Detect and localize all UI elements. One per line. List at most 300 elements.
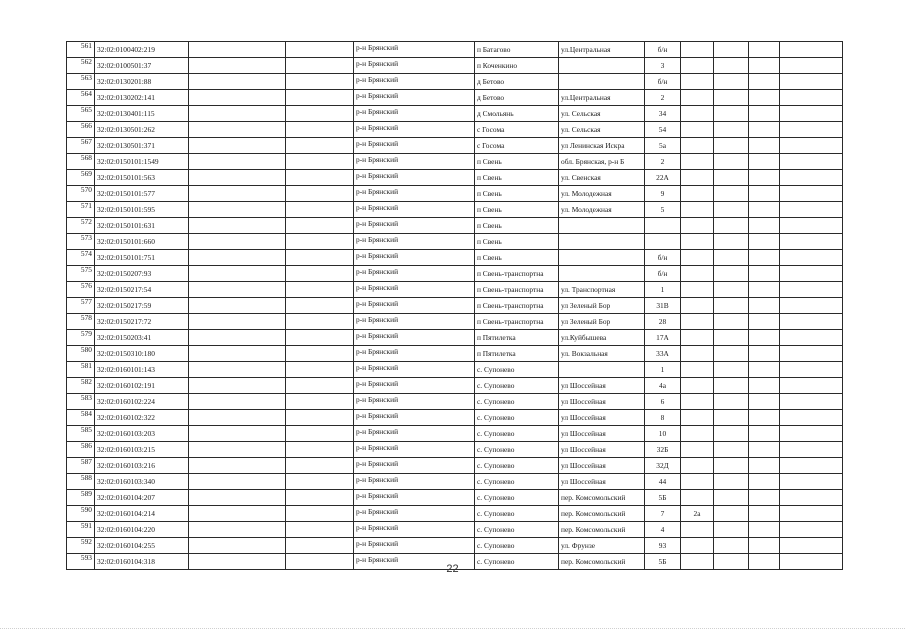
building-corp-cell <box>681 234 714 250</box>
district-cell: р-н Брянский <box>354 282 475 298</box>
empty-cell <box>189 90 286 106</box>
empty-cell <box>286 154 354 170</box>
street-cell: ул. Транспортная <box>559 282 645 298</box>
empty-cell <box>189 42 286 58</box>
row-number: 568 <box>80 153 92 162</box>
row-number-cell <box>67 378 95 394</box>
empty-cell <box>286 506 354 522</box>
empty-cell <box>714 250 749 266</box>
house-number-cell: 1 <box>645 282 681 298</box>
empty-cell <box>749 138 780 154</box>
street-cell <box>559 362 645 378</box>
cadastral-number-cell: 32:02:0150217:59 <box>95 298 189 314</box>
street-cell: ул Шоссейная <box>559 426 645 442</box>
street-cell <box>559 250 645 266</box>
empty-cell <box>286 410 354 426</box>
district-cell: р-н Брянский <box>354 234 475 250</box>
empty-cell <box>749 410 780 426</box>
cadastral-number-cell: 32:02:0100501:37 <box>95 58 189 74</box>
empty-cell <box>714 90 749 106</box>
building-corp-cell <box>681 346 714 362</box>
settlement-cell: п Свень <box>475 170 559 186</box>
table-row <box>67 58 843 74</box>
street-cell: ул.Центральная <box>559 42 645 58</box>
empty-cell <box>714 490 749 506</box>
row-number-cell <box>67 42 95 58</box>
district-cell: р-н Брянский <box>354 554 475 570</box>
row-number-cell <box>67 506 95 522</box>
table-row <box>67 282 843 298</box>
house-number-cell: 31В <box>645 298 681 314</box>
settlement-cell: с. Супонево <box>475 458 559 474</box>
district-cell: р-н Брянский <box>354 394 475 410</box>
empty-cell <box>780 218 843 234</box>
street-cell <box>559 234 645 250</box>
house-number-cell: 6 <box>645 394 681 410</box>
settlement-cell: п Свень <box>475 218 559 234</box>
empty-cell <box>714 362 749 378</box>
street-cell: ул Шоссейная <box>559 458 645 474</box>
row-number-cell <box>67 170 95 186</box>
empty-cell <box>286 234 354 250</box>
cadastral-number-cell: 32:02:0160104:255 <box>95 538 189 554</box>
empty-cell <box>780 74 843 90</box>
cadastral-number-cell: 32:02:0150310:180 <box>95 346 189 362</box>
settlement-cell: с. Супонево <box>475 522 559 538</box>
house-number-cell: б/н <box>645 74 681 90</box>
empty-cell <box>780 170 843 186</box>
street-cell: ул. Сельская <box>559 122 645 138</box>
row-number: 572 <box>80 217 92 226</box>
cadastral-number-cell: 32:02:0160101:143 <box>95 362 189 378</box>
row-number: 566 <box>80 121 92 130</box>
empty-cell <box>749 282 780 298</box>
row-number: 581 <box>80 361 92 370</box>
empty-cell <box>189 522 286 538</box>
house-number-cell: 2 <box>645 154 681 170</box>
settlement-cell: с. Супонево <box>475 506 559 522</box>
empty-cell <box>714 154 749 170</box>
empty-cell <box>749 442 780 458</box>
empty-cell <box>749 394 780 410</box>
street-cell: пер. Комсомольский <box>559 506 645 522</box>
empty-cell <box>780 202 843 218</box>
settlement-cell: с. Супонево <box>475 362 559 378</box>
row-number-cell <box>67 122 95 138</box>
empty-cell <box>780 458 843 474</box>
row-number-cell <box>67 90 95 106</box>
table-row <box>67 458 843 474</box>
cadastral-number-cell: 32:02:0160103:215 <box>95 442 189 458</box>
street-cell <box>559 218 645 234</box>
cadastral-number-cell: 32:02:0150207:93 <box>95 266 189 282</box>
building-corp-cell <box>681 330 714 346</box>
row-number: 569 <box>80 169 92 178</box>
settlement-cell: п Пятилетка <box>475 330 559 346</box>
house-number-cell: б/н <box>645 42 681 58</box>
row-number-cell <box>67 442 95 458</box>
row-number: 592 <box>80 537 92 546</box>
settlement-cell: п Свень-транспортна <box>475 282 559 298</box>
cadastral-number-cell: 32:02:0150217:72 <box>95 314 189 330</box>
empty-cell <box>780 58 843 74</box>
row-number-cell <box>67 138 95 154</box>
row-number-cell <box>67 426 95 442</box>
empty-cell <box>286 522 354 538</box>
empty-cell <box>780 442 843 458</box>
row-number-cell <box>67 186 95 202</box>
street-cell: ул Зеленый Бор <box>559 298 645 314</box>
house-number-cell: 54 <box>645 122 681 138</box>
cadastral-number-cell: 32:02:0150101:577 <box>95 186 189 202</box>
district-cell: р-н Брянский <box>354 538 475 554</box>
empty-cell <box>780 122 843 138</box>
row-number: 590 <box>80 505 92 514</box>
empty-cell <box>714 426 749 442</box>
empty-cell <box>714 378 749 394</box>
empty-cell <box>780 362 843 378</box>
row-number-cell <box>67 362 95 378</box>
empty-cell <box>749 218 780 234</box>
empty-cell <box>189 298 286 314</box>
row-number: 588 <box>80 473 92 482</box>
empty-cell <box>749 154 780 170</box>
row-number-cell <box>67 202 95 218</box>
table-row <box>67 138 843 154</box>
empty-cell <box>749 106 780 122</box>
house-number-cell: 32Д <box>645 458 681 474</box>
empty-cell <box>749 186 780 202</box>
settlement-cell: п Свень-транспортна <box>475 266 559 282</box>
row-number: 579 <box>80 329 92 338</box>
empty-cell <box>286 538 354 554</box>
empty-cell <box>749 234 780 250</box>
empty-cell <box>714 330 749 346</box>
empty-cell <box>286 458 354 474</box>
empty-cell <box>749 490 780 506</box>
cadastral-number-cell: 32:02:0130202:141 <box>95 90 189 106</box>
row-number-cell <box>67 490 95 506</box>
row-number-cell <box>67 474 95 490</box>
district-cell: р-н Брянский <box>354 122 475 138</box>
cadastral-number-cell: 32:02:0130501:262 <box>95 122 189 138</box>
row-number: 582 <box>80 377 92 386</box>
building-corp-cell <box>681 298 714 314</box>
table-row <box>67 538 843 554</box>
row-number-cell <box>67 394 95 410</box>
house-number-cell: 4а <box>645 378 681 394</box>
building-corp-cell <box>681 250 714 266</box>
house-number-cell: 5Б <box>645 490 681 506</box>
empty-cell <box>780 378 843 394</box>
cadastral-number-cell: 32:02:0160103:203 <box>95 426 189 442</box>
empty-cell <box>286 266 354 282</box>
cadastral-number-cell: 32:02:0150101:660 <box>95 234 189 250</box>
house-number-cell: 44 <box>645 474 681 490</box>
building-corp-cell <box>681 426 714 442</box>
settlement-cell: д Смольянь <box>475 106 559 122</box>
street-cell: ул. Вокзальная <box>559 346 645 362</box>
empty-cell <box>780 42 843 58</box>
empty-cell <box>780 330 843 346</box>
street-cell: ул Шоссейная <box>559 442 645 458</box>
district-cell: р-н Брянский <box>354 138 475 154</box>
empty-cell <box>189 186 286 202</box>
house-number-cell: 93 <box>645 538 681 554</box>
street-cell: ул Шоссейная <box>559 410 645 426</box>
settlement-cell: п Коченкино <box>475 58 559 74</box>
building-corp-cell <box>681 474 714 490</box>
empty-cell <box>189 266 286 282</box>
cadastral-number-cell: 32:02:0150101:1549 <box>95 154 189 170</box>
district-cell: р-н Брянский <box>354 266 475 282</box>
street-cell: ул. Свенская <box>559 170 645 186</box>
house-number-cell: 10 <box>645 426 681 442</box>
empty-cell <box>189 442 286 458</box>
cadastral-number-cell: 32:02:0160103:216 <box>95 458 189 474</box>
empty-cell <box>286 282 354 298</box>
row-number-cell <box>67 282 95 298</box>
row-number: 564 <box>80 89 92 98</box>
empty-cell <box>714 522 749 538</box>
empty-cell <box>286 186 354 202</box>
settlement-cell: с. Супонево <box>475 490 559 506</box>
house-number-cell: 8 <box>645 410 681 426</box>
table-row <box>67 298 843 314</box>
empty-cell <box>749 346 780 362</box>
empty-cell <box>189 410 286 426</box>
empty-cell <box>286 346 354 362</box>
cadastral-number-cell: 32:02:0160103:340 <box>95 474 189 490</box>
row-number-cell <box>67 58 95 74</box>
empty-cell <box>714 474 749 490</box>
house-number-cell: 3 <box>645 58 681 74</box>
empty-cell <box>749 74 780 90</box>
cadastral-number-cell: 32:02:0160102:191 <box>95 378 189 394</box>
table-row <box>67 378 843 394</box>
cadastral-number-cell: 32:02:0150217:54 <box>95 282 189 298</box>
building-corp-cell <box>681 42 714 58</box>
building-corp-cell <box>681 490 714 506</box>
district-cell: р-н Брянский <box>354 346 475 362</box>
table-row <box>67 186 843 202</box>
table-row <box>67 154 843 170</box>
district-cell: р-н Брянский <box>354 90 475 106</box>
row-number-cell <box>67 346 95 362</box>
empty-cell <box>189 330 286 346</box>
empty-cell <box>714 298 749 314</box>
cadastral-number-cell: 32:02:0130501:371 <box>95 138 189 154</box>
settlement-cell: п Пятилетка <box>475 346 559 362</box>
house-number-cell: б/н <box>645 266 681 282</box>
row-number: 573 <box>80 233 92 242</box>
empty-cell <box>749 522 780 538</box>
building-corp-cell <box>681 522 714 538</box>
empty-cell <box>189 154 286 170</box>
settlement-cell: п Свень <box>475 234 559 250</box>
empty-cell <box>286 426 354 442</box>
cadastral-number-cell: 32:02:0100402:219 <box>95 42 189 58</box>
street-cell: ул Ленинская Искра <box>559 138 645 154</box>
settlement-cell: с. Супонево <box>475 442 559 458</box>
empty-cell <box>189 346 286 362</box>
row-number: 562 <box>80 57 92 66</box>
cadastral-number-cell: 32:02:0150101:563 <box>95 170 189 186</box>
empty-cell <box>780 522 843 538</box>
row-number: 567 <box>80 137 92 146</box>
empty-cell <box>189 58 286 74</box>
district-cell: р-н Брянский <box>354 106 475 122</box>
house-number-cell: 33А <box>645 346 681 362</box>
building-corp-cell <box>681 266 714 282</box>
empty-cell <box>714 42 749 58</box>
page-number: 22 <box>446 563 459 575</box>
empty-cell <box>286 170 354 186</box>
cadastral-number-cell: 32:02:0150203:41 <box>95 330 189 346</box>
row-number-cell <box>67 154 95 170</box>
row-number: 577 <box>80 297 92 306</box>
empty-cell <box>780 90 843 106</box>
house-number-cell: 9 <box>645 186 681 202</box>
house-number-cell: 2 <box>645 90 681 106</box>
empty-cell <box>286 314 354 330</box>
building-corp-cell <box>681 90 714 106</box>
row-number-cell <box>67 74 95 90</box>
empty-cell <box>714 218 749 234</box>
table-row <box>67 74 843 90</box>
street-cell: ул Шоссейная <box>559 474 645 490</box>
row-number: 565 <box>80 105 92 114</box>
building-corp-cell <box>681 218 714 234</box>
building-corp-cell <box>681 538 714 554</box>
empty-cell <box>286 106 354 122</box>
table-row <box>67 250 843 266</box>
district-cell: р-н Брянский <box>354 58 475 74</box>
empty-cell <box>780 106 843 122</box>
empty-cell <box>189 234 286 250</box>
building-corp-cell <box>681 122 714 138</box>
row-number: 584 <box>80 409 92 418</box>
row-number: 585 <box>80 425 92 434</box>
table-row <box>67 90 843 106</box>
empty-cell <box>189 474 286 490</box>
row-number: 571 <box>80 201 92 210</box>
building-corp-cell <box>681 186 714 202</box>
empty-cell <box>189 426 286 442</box>
row-number: 586 <box>80 441 92 450</box>
empty-cell <box>714 202 749 218</box>
empty-cell <box>286 330 354 346</box>
building-corp-cell: 2а <box>681 506 714 522</box>
empty-cell <box>749 202 780 218</box>
district-cell: р-н Брянский <box>354 458 475 474</box>
row-number: 589 <box>80 489 92 498</box>
table-row <box>67 394 843 410</box>
house-number-cell: 34 <box>645 106 681 122</box>
district-cell: р-н Брянский <box>354 170 475 186</box>
row-number: 576 <box>80 281 92 290</box>
row-number-cell <box>67 522 95 538</box>
building-corp-cell <box>681 410 714 426</box>
table-row <box>67 426 843 442</box>
street-cell: ул. Фрунзе <box>559 538 645 554</box>
table-row <box>67 170 843 186</box>
row-number: 575 <box>80 265 92 274</box>
street-cell: ул Зеленый Бор <box>559 314 645 330</box>
building-corp-cell <box>681 106 714 122</box>
building-corp-cell <box>681 58 714 74</box>
row-number-cell <box>67 234 95 250</box>
empty-cell <box>714 458 749 474</box>
settlement-cell: с. Супонево <box>475 426 559 442</box>
street-cell <box>559 74 645 90</box>
district-cell: р-н Брянский <box>354 426 475 442</box>
district-cell: р-н Брянский <box>354 330 475 346</box>
empty-cell <box>780 250 843 266</box>
cadastral-number-cell: 32:02:0160102:224 <box>95 394 189 410</box>
settlement-cell: п Свень <box>475 250 559 266</box>
settlement-cell: п Свень <box>475 186 559 202</box>
cadastral-number-cell: 32:02:0150101:595 <box>95 202 189 218</box>
empty-cell <box>780 266 843 282</box>
row-number-cell <box>67 266 95 282</box>
empty-cell <box>780 138 843 154</box>
row-number-cell <box>67 218 95 234</box>
district-cell: р-н Брянский <box>354 250 475 266</box>
settlement-cell: с. Супонево <box>475 538 559 554</box>
empty-cell <box>749 474 780 490</box>
empty-cell <box>714 138 749 154</box>
empty-cell <box>780 490 843 506</box>
building-corp-cell <box>681 202 714 218</box>
street-cell: ул.Центральная <box>559 90 645 106</box>
building-corp-cell <box>681 170 714 186</box>
empty-cell <box>749 426 780 442</box>
empty-cell <box>749 298 780 314</box>
empty-cell <box>189 122 286 138</box>
empty-cell <box>286 74 354 90</box>
row-number: 563 <box>80 73 92 82</box>
table-row <box>67 506 843 522</box>
street-cell <box>559 266 645 282</box>
table-row <box>67 346 843 362</box>
district-cell: р-н Брянский <box>354 490 475 506</box>
district-cell: р-н Брянский <box>354 506 475 522</box>
empty-cell <box>286 250 354 266</box>
cadastral-number-cell: 32:02:0150101:751 <box>95 250 189 266</box>
table-row <box>67 522 843 538</box>
settlement-cell: с. Супонево <box>475 410 559 426</box>
empty-cell <box>714 74 749 90</box>
empty-cell <box>714 506 749 522</box>
cadastral-number-cell: 32:02:0150101:631 <box>95 218 189 234</box>
district-cell: р-н Брянский <box>354 298 475 314</box>
cadastral-number-cell: 32:02:0130401:115 <box>95 106 189 122</box>
settlement-cell: д Бетово <box>475 74 559 90</box>
building-corp-cell <box>681 74 714 90</box>
empty-cell <box>714 442 749 458</box>
row-number-cell <box>67 330 95 346</box>
empty-cell <box>714 346 749 362</box>
street-cell: обл. Брянская, р-н Б <box>559 154 645 170</box>
empty-cell <box>286 442 354 458</box>
empty-cell <box>780 426 843 442</box>
empty-cell <box>749 330 780 346</box>
district-cell: р-н Брянский <box>354 474 475 490</box>
empty-cell <box>749 170 780 186</box>
house-number-cell: 7 <box>645 506 681 522</box>
settlement-cell: п Свень <box>475 154 559 170</box>
